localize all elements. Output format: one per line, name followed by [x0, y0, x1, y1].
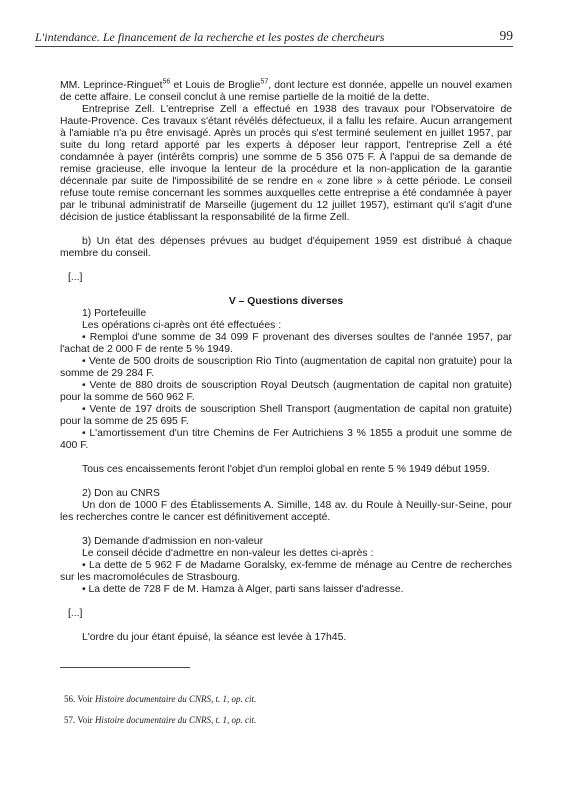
subsection-intro: Les opérations ci-après ont été effectuées : [82, 320, 282, 331]
text-run: MM. Leprince-Ringuet [60, 80, 163, 91]
footnotes [64, 684, 514, 735]
list-item: • Vente de 197 droits de souscription Shell Transport (augmentation de capital non gratuite) pour la somme de 25 695 F. [60, 404, 512, 427]
footnote-prefix: Voir [77, 694, 95, 704]
body-text [60, 80, 512, 644]
subsection-title-portefeuille: 1) Portefeuille [82, 308, 147, 319]
ellipsis: [...] [68, 608, 83, 619]
list-item: • La dette de 5 962 F de Madame Goralsky, ex-femme de ménage au Centre de recherches sur les macromolécules de Strasbourg. [60, 560, 512, 583]
paragraph-budget: b) Un état des dépenses prévues au budget d'équipement 1959 est distribué à chaque membre du conseil. [60, 236, 512, 259]
footnote-source: Histoire documentaire du CNRS, t. 1, op. cit. [94, 694, 257, 704]
footnote-number: 56. [64, 694, 76, 704]
ellipsis: [...] [68, 272, 83, 283]
section-heading: V – Questions diverses [228, 296, 344, 307]
text-run: et Louis de Broglie [170, 80, 261, 91]
paragraph-zell: Entreprise Zell. L'entreprise Zell a effectué en 1938 des travaux pour l'Observatoire de Haute-Provence. Ces travaux s'étant révélés défectueux, il a fallu les refaire. Aucun arrangement à l'amiable n'a pu être envisagé. Après un procès qui s'est terminé seulement en juillet 1957, par suite du long retard apporté par les experts à déposer leur rapport, l'entreprise Zell a été condamnée à payer (intérêts compris) une somme de 5 356 075 F. À l'appui de sa demande de remise gracieuse, elle invoque la lenteur de la procédure et la non-application de la garantie décennale par suite de l'impossibilité de se rendre en « zone libre » à cette période. Le conseil refuse toute remise concernant les sommes auxquelles cette entreprise a été condamnée à payer par le tribunal administratif de Marseille (jugement du 12 juillet 1957), estimant qu'il s'agit d'une décision de justice établissant la responsabilité de la firme Zell. [60, 104, 512, 223]
text-run: , dont lecture est donnée, appelle un nouvel examen de cette affaire. Le conseil conclut à une remise partielle de la moitié de la dette. [60, 80, 512, 103]
footnote-separator [60, 667, 190, 668]
footnote-ref-56: 56 [162, 78, 171, 86]
footnote-source: Histoire documentaire du CNRS, t. 1, op. cit. [94, 715, 257, 725]
footnote-ref-57: 57 [260, 78, 269, 86]
subsection-intro: Le conseil décide d'admettre en non-valeur les dettes ci-après : [82, 548, 374, 559]
footnote-56 [64, 693, 514, 705]
footnote-57 [64, 714, 514, 726]
footnote-number: 57. [64, 715, 76, 725]
paragraph-encaissements: Tous ces encaissements feront l'objet d'un remploi global en rente 5 % 1949 début 1959. [82, 464, 490, 475]
paragraph-remise [60, 80, 512, 104]
paragraph-don: Un don de 1000 F des Établissements A. Simille, 148 av. du Roule à Neuilly-sur-Seine, pour les recherches contre le cancer est définitivement accepté. [60, 500, 512, 523]
subsection-title-don: 2) Don au CNRS [82, 488, 160, 499]
running-title: L'intendance. Le financement de la recherche et les postes de chercheurs [35, 30, 385, 44]
list-item: • L'amortissement d'un titre Chemins de Fer Autrichiens 3 % 1855 a produit une somme de 400 F. [60, 428, 512, 451]
subsection-title-non-valeur: 3) Demande d'admission en non-valeur [82, 536, 264, 547]
closing-sentence: L'ordre du jour étant épuisé, la séance est levée à 17h45. [82, 632, 347, 643]
list-item: • Vente de 500 droits de souscription Rio Tinto (augmentation de capital non gratuite) pour la somme de 29 284 F. [60, 356, 512, 379]
footnote-prefix: Voir [77, 715, 95, 725]
list-item: • La dette de 728 F de M. Hamza à Alger, parti sans laisser d'adresse. [82, 584, 404, 595]
list-item: • Vente de 880 droits de souscription Royal Deutsch (augmentation de capital non gratuite) pour la somme de 560 962 F. [60, 380, 512, 403]
page-number: 99 [499, 28, 513, 43]
list-item: • Remploi d'une somme de 34 099 F provenant des diverses soultes de l'année 1957, par l'achat de 2 000 F de rente 5 % 1949. [60, 332, 512, 355]
running-header [35, 26, 513, 47]
